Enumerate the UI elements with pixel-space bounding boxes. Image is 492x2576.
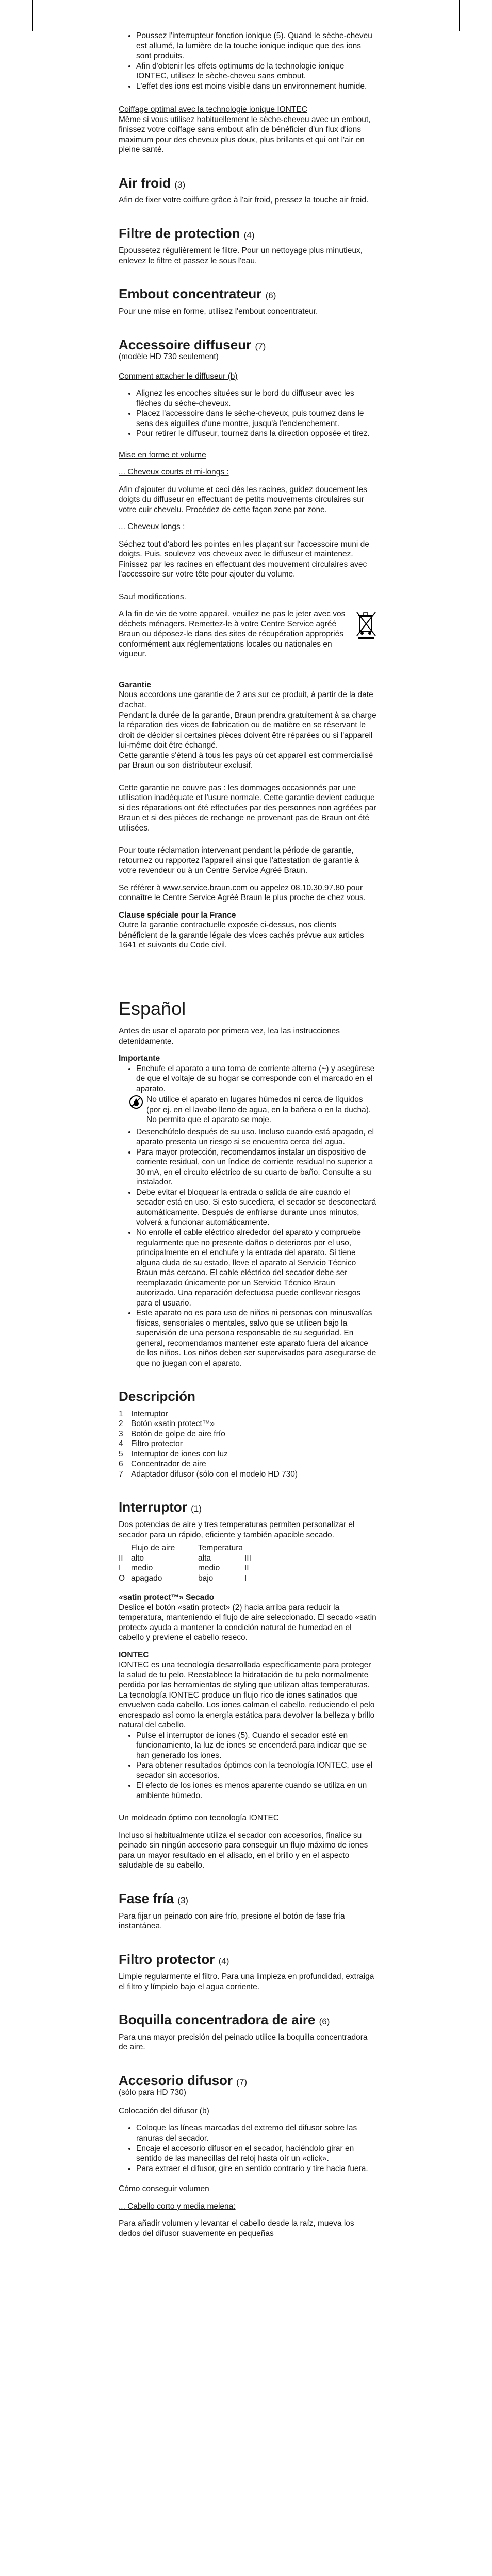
section-heading: Descripción xyxy=(119,1388,195,1404)
crossed-bin-icon xyxy=(356,609,376,640)
recycling-text: A la fin de vie de votre appareil, veuillez ne pas le jeter avec vos déchets ménagers. Remettez-le à votre Centre Service agréé Braun ou déposez-le dans des sites de récupération appropriés conformément aux réglementations locales ou nationales en vigueur. xyxy=(119,609,346,659)
subheading: Un moldeado óptimo con tecnología IONTEC xyxy=(119,1814,280,1823)
diffuser-bullets xyxy=(119,388,376,439)
modes-table xyxy=(119,1543,376,1583)
list-item: • Para extraer el difusor, gire en sentido contrario y tire hacia fuera. xyxy=(136,2164,376,2174)
mode-cell: medio xyxy=(198,1564,220,1573)
paragraph: Pour une mise en forme, utilisez l'embout concentrateur. xyxy=(119,307,318,316)
list-item: • Enchufe el aparato a una toma de corriente alterna (~) y asegúrese de que el voltaje de su hogar se corresponde con el marcado en el aparato. xyxy=(136,1064,376,1094)
important-bullets xyxy=(119,1127,376,1368)
list-item: • Pulse el interruptor de iones (5). Cuando el secador esté en funcionamiento, la luz de iones se encenderá para indicar que se han generado los iones. xyxy=(136,1731,376,1761)
mode-symbol: I xyxy=(119,1564,121,1573)
mode-symbol: O xyxy=(119,1573,125,1583)
important-bullets xyxy=(119,1064,376,1094)
crop-mark xyxy=(32,0,33,31)
paragraph: Dos potencias de aire y tres temperaturas permiten personalizar el secador para un rápido, eficiente y también apacible secado. xyxy=(119,1520,355,1539)
section-heading: Interruptor (1) xyxy=(119,1499,202,1515)
section-heading: Filtre de protection (4) xyxy=(119,225,255,241)
column-header: Flujo de aire xyxy=(131,1544,175,1553)
subtitle: (modèle HD 730 seulement) xyxy=(119,352,219,362)
paragraph: Deslice el botón «satin protect» (2) hacia arriba para reducir la temperatura, manteniendo el flujo de aire seleccionado. El secado «satin protect» ayuda a mantener la condición natural de humedad en el cabello y previene el cabello reseco. xyxy=(119,1603,376,1642)
list-item: • Desenchúfelo después de su uso. Incluso cuando está apagado, el aparato presenta un riesgo si se encuentra cerca del agua. xyxy=(136,1127,376,1147)
paragraph: Outre la garantie contractuelle exposée ci-dessus, nos clients bénéficient de la garantie légale des vices cachés prévue aux articles 1641 et suivants du Code civil. xyxy=(119,921,364,950)
ionic-bullets xyxy=(119,31,376,91)
list-item: • Para obtener resultados óptimos con la tecnología IONTEC, use el secador sin accesorios. xyxy=(136,1760,376,1781)
crop-mark xyxy=(459,0,460,31)
list-item: • Poussez l'interrupteur fonction ionique (5). Quand le sèche-cheveu est allumé, la lumière de la touche ionique indique que des ions sont produits. xyxy=(136,31,376,61)
paragraph: Epoussetez régulièrement le filtre. Pour un nettoyage plus minutieux, enlevez le filtre et passez le sous l'eau. xyxy=(119,246,363,265)
part-number: 6 xyxy=(119,1460,123,1469)
paragraph: IONTEC es una tecnología desarrollada específicamente para proteger la salud de tu pelo. Reestablece la hidratación de tu pelo normalmente perdida por las herramientas de styling que utilizan altas temperaturas. La tecnología IONTEC produce un flujo rico de iones satinados que envuelven cada cabello. Los iones calman el cabello, reduciendo el pelo encrespado así como la energía estática para devolver la belleza y brillo natural del cabello. xyxy=(119,1660,375,1730)
part-number: 1 xyxy=(119,1409,123,1418)
list-item: • Encaje el accesorio difusor en el secador, haciéndolo girar en sentido de las manecillas del reloj hasta oír un «click». xyxy=(136,2144,376,2164)
section-heading: Accessoire diffuseur (7) xyxy=(119,336,266,352)
paragraph: Afin de fixer votre coiffure grâce à l'air froid, pressez la touche air froid. xyxy=(119,196,369,205)
mode-cell: apagado xyxy=(131,1573,162,1583)
section-heading: Air froid (3) xyxy=(119,175,186,191)
paragraph: Para añadir volumen y levantar el cabello desde la raíz, mueva los dedos del difusor suavemente en pequeñas xyxy=(119,2219,354,2238)
list-item: • Este aparato no es para uso de niños ni personas con minusvalías físicas, sensoriales o mentales, salvo que se utilicen bajo la supervisión de una persona responsable de su seguridad. En general, recomendamos mantener este aparato fuera del alcance de los niños. Los niños deben ser supervisados para asegurarse de que no juegan con el aparato. xyxy=(136,1308,376,1368)
section-heading: Embout concentrateur (6) xyxy=(119,286,276,302)
subheading: Cómo conseguir volumen xyxy=(119,2184,209,2194)
manual-column xyxy=(119,31,376,2239)
mode-level: III xyxy=(244,1553,251,1563)
mode-cell: alta xyxy=(198,1553,211,1563)
paragraph: Antes de usar el aparato por primera vez, lea las instrucciones detenidamente. xyxy=(119,1027,340,1046)
mode-level: II xyxy=(244,1564,249,1573)
list-item: • Placez l'accessoire dans le sèche-cheveux, puis tournez dans le sens des aiguilles d'une montre, jusqu'à l'enclenchement. xyxy=(136,409,376,429)
column-header: Temperatura xyxy=(198,1544,243,1553)
subtitle: (sólo para HD 730) xyxy=(119,2088,186,2097)
list-item: • Debe evitar el bloquear la entrada o salida de aire cuando el secador está en uso. Si esto sucediera, el secador se desconectará automáticamente. Después de enfriarse durante unos minutos, volverá a funcionar automáticamente. xyxy=(136,1188,376,1228)
paragraph: Cette garantie ne couvre pas : les dommages occasionnés par une utilisation inadéquate et l'usure normale. Cette garantie devient caduque si des réparations ont été effectuées par des personnes non agréées par Braun et si des pièces de rechange ne provenant pas de Braun ont été utilisées. xyxy=(119,783,376,833)
mode-cell: bajo xyxy=(198,1573,214,1583)
part-number: 5 xyxy=(119,1449,123,1459)
list-item: • Alignez les encoches situées sur le bord du diffuseur avec les flèches du sèche-cheveux. xyxy=(136,388,376,409)
coiffage-text: Même si vous utilisez habituellement le sèche-cheveu avec un embout, finissez votre coiffage sans embout afin de bénéficier d'un flux d'ions maximum pour des cheveux plus doux, plus brillants et qui ont l'air en pleine santé. xyxy=(119,115,371,155)
list-item: • Pour retirer le diffuseur, tournez dans la direction opposée et tirez. xyxy=(136,429,376,439)
recycling-notice xyxy=(119,609,376,659)
paragraph: Limpie regularmente el filtro. Para una limpieza en profundidad, extraiga el filtro y límpielo bajo el agua corriente. xyxy=(119,1972,374,1991)
satin-title: «satin protect™» Secado xyxy=(119,1593,215,1602)
paragraph: Para una mayor precisión del peinado utilice la boquilla concentradora de aire. xyxy=(119,2032,368,2052)
part-label: Adaptador difusor (sólo con el modelo HD 730) xyxy=(131,1469,298,1479)
water-warning xyxy=(119,1095,376,1125)
iontec-bullets xyxy=(119,1731,376,1801)
mode-cell: alto xyxy=(131,1553,144,1563)
subheading: Mise en forme et volume xyxy=(119,450,206,460)
section-heading: Boquilla concentradora de aire (6) xyxy=(119,2012,330,2028)
mode-level: I xyxy=(244,1573,247,1583)
coiffage-title: Coiffage optimal avec la technologie ionique IONTEC xyxy=(119,105,307,114)
paragraph: Afin d'ajouter du volume et ceci dès les racines, guidez doucement les doigts du diffuseur en effectuant de petits mouvements circulaires sur votre cuir chevelu. Procédez de cette façon zone par zone. xyxy=(119,485,368,514)
clause-title: Clause spéciale pour la France xyxy=(119,910,236,920)
subheading: Comment attacher le diffuseur (b) xyxy=(119,371,238,381)
list-item: • Afin d'obtenir les effets optimums de la technologie ionique IONTEC, utilisez le sèche-cheveu sans embout. xyxy=(136,61,376,81)
importante-title: Importante xyxy=(119,1054,160,1063)
subheading: Colocación del difusor (b) xyxy=(119,2106,209,2115)
list-item: • Coloque las líneas marcadas del extremo del difusor sobre las ranuras del secador. xyxy=(136,2123,376,2143)
paragraph: Incluso si habitualmente utiliza el secador con accesorios, finalice su peinado sin ningún accesorio para conseguir un flujo máximo de iones para un mayor resultado en el alisado, en el brillo y en el aspecto saludable de su cabello. xyxy=(119,1831,368,1870)
diffuser-bullets xyxy=(119,2123,376,2174)
list-item: • Para mayor protección, recomendamos instalar un dispositivo de corriente residual, con un índice de corriente residual no superior a 30 mA, en el circuito eléctrico de su cuarto de baño. Consulte a su instalador. xyxy=(136,1147,376,1188)
mode-symbol: II xyxy=(119,1553,123,1563)
part-label: Filtro protector xyxy=(131,1439,183,1449)
notice: Sauf modifications. xyxy=(119,592,186,601)
part-label: Concentrador de aire xyxy=(131,1460,206,1469)
paragraph: Pour toute réclamation intervenant pendant la période de garantie, retournez ou rapportez l'appareil ainsi que l'attestation de garantie à votre revendeur ou à un Centre Service Agréé Braun. xyxy=(119,846,359,875)
part-number: 3 xyxy=(119,1429,123,1438)
language-heading: Español xyxy=(119,997,186,1019)
iontec-title: IONTEC xyxy=(119,1650,149,1659)
section-heading: Fase fría (3) xyxy=(119,1890,188,1906)
list-item: • El efecto de los iones es menos aparente cuando se utiliza en un ambiente húmedo. xyxy=(136,1781,376,1801)
subheading: ... Cabello corto y media melena: xyxy=(119,2201,236,2211)
mode-cell: medio xyxy=(131,1564,153,1573)
warning-text: No utilice el aparato en lugares húmedos ni cerca de líquidos (por ej. en el lavabo lleno de agua, en la bañera o en la ducha). No permita que el aparato se moje. xyxy=(146,1095,371,1125)
part-number: 4 xyxy=(119,1439,123,1449)
part-label: Botón «satin protect™» xyxy=(131,1419,215,1429)
paragraph: Se référer à www.service.braun.com ou appelez 08.10.30.97.80 pour connaître le Centre Service Agréé Braun le plus proche de chez vous. xyxy=(119,883,366,903)
paragraph: Séchez tout d'abord les pointes en les plaçant sur l'accessoire muni de doigts. Puis, soulevez vos cheveux avec le diffuseur et maintenez. Finissez par les racines en effectuant des mouvement circulaires avec l'accessoire sur votre tête pour ajouter du volume. xyxy=(119,539,369,579)
list-item: • L'effet des ions est moins visible dans un environnement humide. xyxy=(136,81,376,92)
part-number: 7 xyxy=(119,1469,123,1479)
paragraph: Pendant la durée de la garantie, Braun prendra gratuitement à sa charge la réparation des vices de fabrication ou de matière en se réservant le droit de décider si certaines pièces doivent être réparées ou si l'appareil lui-même doit être échangé. xyxy=(119,710,376,750)
paragraph: Para fijar un peinado con aire frío, presione el botón de fase fría instantánea. xyxy=(119,1911,345,1931)
part-label: Interruptor xyxy=(131,1409,168,1418)
no-water-icon xyxy=(129,1095,143,1109)
paragraph: Cette garantie s'étend à tous les pays où cet appareil est commercialisé par Braun ou son distributeur exclusif. xyxy=(119,751,373,770)
section-heading: Filtro protector (4) xyxy=(119,1951,229,1967)
part-number: 2 xyxy=(119,1419,123,1429)
garantie-title: Garantie xyxy=(119,680,151,689)
subheading: ... Cheveux longs : xyxy=(119,522,185,532)
section-heading: Accesorio difusor (7) xyxy=(119,2072,248,2088)
part-label: Interruptor de iones con luz xyxy=(131,1449,228,1459)
parts-list xyxy=(119,1409,376,1480)
paragraph: Nous accordons une garantie de 2 ans sur ce produit, à partir de la date d'achat. xyxy=(119,690,373,709)
list-item: • No enrolle el cable eléctrico alrededor del aparato y compruebe regularmente que no presente daños o deterioros por el uso, principalmente en el enchufe y la entrada del aparato. Si tiene alguna duda de su estado, lleve el aparato al Servicio Técnico Braun más cercano. El cable eléctrico del secador debe ser reemplazado únicamente por un Servicio Técnico Braun autorizado. Una reparación defectuosa puede conllevar riesgos para el usuario. xyxy=(136,1228,376,1308)
part-label: Botón de golpe de aire frío xyxy=(131,1429,225,1438)
subheading: ... Cheveux courts et mi-longs : xyxy=(119,468,229,477)
